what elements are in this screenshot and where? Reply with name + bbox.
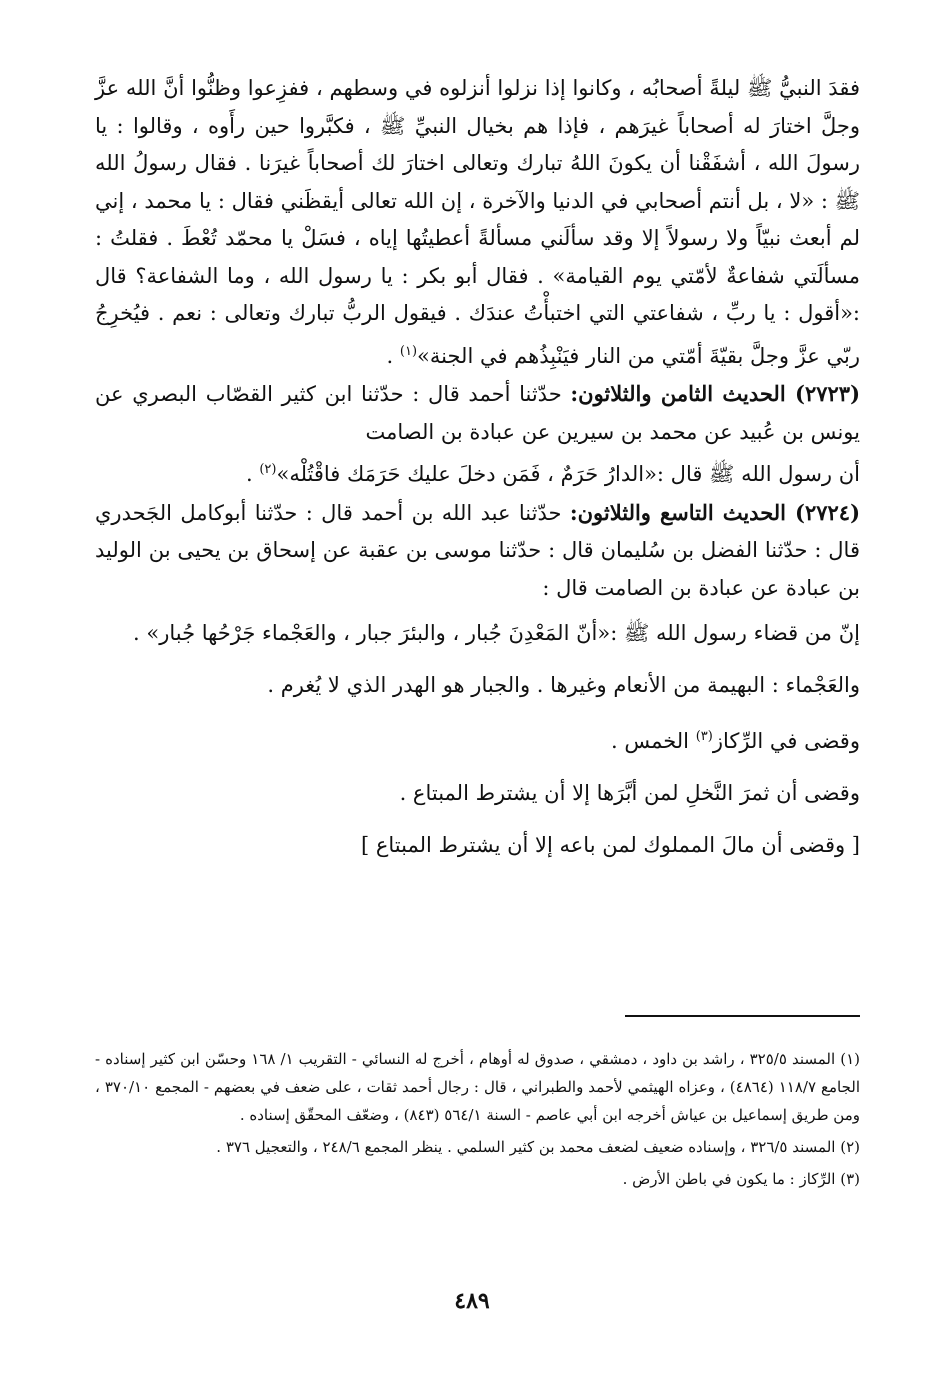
- ruling-line-5: [ وقضى أن مالَ المملوك لمن باعه إلا أن يشترط المبتاع ]: [360, 833, 860, 857]
- hadith-39-heading: (٢٧٢٤) الحديث التاسع والثلاثون:: [569, 499, 860, 525]
- footnotes: [95, 1045, 860, 1197]
- ruling-line-3: [95, 711, 860, 767]
- hadith-38-isnad: حدّثنا أحمد قال : حدّثنا ابن كثير القصّاب البصري عن يونس بن عُبيد عن محمد بن سيرين عن عبادة بن الصامت: [95, 382, 860, 444]
- hadith-38-end: .: [245, 462, 260, 486]
- hadith-37-continuation: [95, 70, 860, 375]
- hadith-38-text: أن رسول الله ﷺ قال :«الدارُ حَرَمٌ ، فَمَن دخلَ عليك حَرَمَك فاقْتُلْه»: [276, 462, 860, 486]
- footnote-ref-1[interactable]: (١): [399, 343, 418, 359]
- ruling-line-3-a: وقضى في الرِّكاز: [712, 729, 860, 753]
- ruling-line-4: وقضى أن ثمرَ النَّخلِ لمن أبَّرَها إلا أن يشترط المبتاع .: [399, 781, 860, 805]
- ruling-line-1: إنّ من قضاء رسول الله ﷺ :«أنّ المَعْدِنَ جُبار ، والبئرَ جبار ، والعَجْماء جَرْحُها جُبار» .: [133, 621, 860, 645]
- footnote-ref-3[interactable]: (٣): [695, 729, 713, 744]
- hadith-38: [95, 375, 860, 451]
- footnote-1: (١) المسند ٣٢٥/٥ ، راشد بن داود ، دمشقي ، صدوق له أوهام ، أخرج له النسائي - التقريب ١/ ١٦٨ وحسّن ابن كثير إسناده - الجامع ١١٨/٧ (٤٨٦٤) ، وعزاه الهيثمي لأحمد والطبراني ، قال : رجال أحمد ثقات ، على ضعف في بعضهم - المجمع ٣٧٠/١٠ ، ومن طريق إسماعيل بن عياش أخرجه ابن أبي عاصم - السنة ٥٦٤/١ (٨٤٣) ، وضعّف المحقّق إسناده .: [95, 1050, 861, 1124]
- main-text: [95, 70, 860, 871]
- hadith-38-heading: (٢٧٢٣) الحديث الثامن والثلاثون:: [570, 381, 860, 406]
- footnote-ref-2[interactable]: (٢): [259, 462, 277, 477]
- ruling-line-2: والعَجْماء : البهيمة من الأنعام وغيرها . والجبار هو الهدر الذي لا يُغرم .: [267, 673, 860, 697]
- hadith-37-end: .: [386, 343, 400, 368]
- footnote-3: (٣) الرِّكاز : ما يكون في باطن الأرض .: [622, 1170, 860, 1188]
- hadith-39-isnad: حدّثنا عبد الله بن أحمد قال : حدّثنا أبوكامل الجَحدري قال : حدّثنا الفضل بن سُليمان قال : حدّثنا موسى بن عقبة عن إسحاق بن يحيى بن الوليد بن عبادة عن عبادة بن الصامت قال :: [95, 500, 860, 600]
- footnote-separator: [625, 1015, 860, 1017]
- hadith-39: [95, 494, 860, 608]
- footnote-2: (٢) المسند ٣٢٦/٥ ، وإسناده ضعيف لضعف محمد بن كثير السلمي . ينظر المجمع ٢٤٨/٦ ، والتعجيل ٣٧٦ .: [216, 1138, 860, 1156]
- page-body: [95, 70, 860, 871]
- hadith-37-text: فقدَ النبيُّ ﷺ ليلةً أصحابُه ، وكانوا إذا نزلوا أنزلوه في وسطهم ، ففزِعوا وظنُّوا أنَّ الله عزَّ وجلَّ اختارَ له أصحاباً غيرَهم ، فإذا هم بخيال النبيِّ ﷺ ، فكبَّروا حين رأَوه ، وقالوا : يا رسولَ الله ، أشفَقْنا أن يكونَ اللهُ تبارك وتعالى اختارَ لك أصحاباً غيرَنا . فقال رسولُ الله ﷺ : «لا ، بل أنتم أصحابي في الدنيا والآخرة ، إن الله تعالى أيقظَني فقال : يا محمد ، إني لم أبعث نبيّاً ولا رسولاً إلا وقد سألَني مسألةً أعطيتُها إياه ، فسَلْ يا محمّد تُعْطَ . فقلتُ : مسألَتي شفاعةٌ لأمّتي يوم القيامة» . فقال أبو بكر : يا رسول الله ، وما الشفاعة؟ قال :«أقول : يا ربِّ ، شفاعتي التي اختبأْتُ عندَك . فيقول الربُّ تبارك وتعالى : نعم . فيُخرِجُ ربّي عزَّ وجلَّ بقيّةَ أمّتي من النار فيَنْبِذُهم في الجنة»: [95, 76, 860, 368]
- page-number: ٤٨٩: [454, 1288, 490, 1314]
- hadith-38-matn: [95, 451, 860, 494]
- ruling-line-3-b: الخمس .: [610, 729, 696, 753]
